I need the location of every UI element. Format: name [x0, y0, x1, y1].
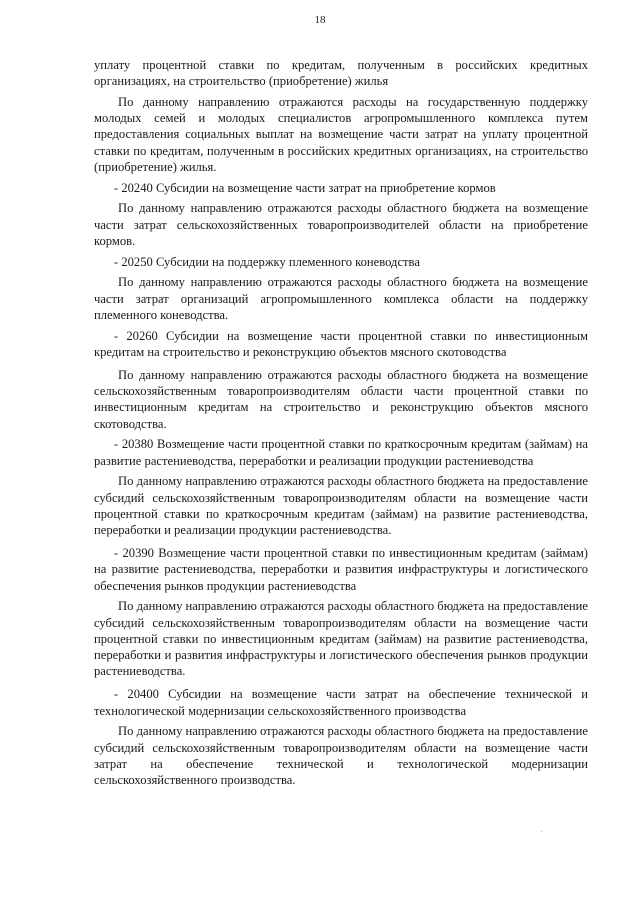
item-heading-20380: - 20380 Возмещение части процентной ставки по краткосрочным кредитам (займам) на развитие растениеводства, переработки и реализации продукции растениеводства — [94, 437, 588, 468]
paragraph-description: По данному направлению отражаются расходы областного бюджета на возмещение сельскохозяйственным товаропроизводителям области части процентной ставки по инвестиционным кредитам на строительство и реконструкцию объектов мясного скотоводства. — [94, 368, 588, 431]
item-heading-20260: - 20260 Субсидии на возмещение части процентной ставки по инвестиционным кредитам на строительство и реконструкцию объектов мясного скотоводства — [94, 328, 588, 359]
paragraph-continuation: уплату процентной ставки по кредитам, полученным в российских кредитных организациях, на строительство (приобретение) жилья — [94, 58, 588, 89]
item-heading-20240: - 20240 Субсидии на возмещение части затрат на приобретение кормов — [114, 180, 496, 195]
paragraph-description: По данному направлению отражаются расходы областного бюджета на предоставление субсидий сельскохозяйственным товаропроизводителям области на возмещение части процентной ставки по инвестиционным кредитам (займам) на развитие растениеводства, переработки и развития инфраструктуры и логистического обеспечения рынков продукции растениеводства. — [94, 599, 588, 679]
paragraph-description: По данному направлению отражаются расходы областного бюджета на возмещение части затрат организаций агропромышленного комплекса области на поддержку племенного коневодства. — [94, 275, 588, 322]
item-heading-20400: - 20400 Субсидии на возмещение части затрат на обеспечение технической и технологической модернизации сельскохозяйственного производства — [94, 687, 588, 718]
page-number: 18 — [314, 14, 326, 26]
paragraph-description: По данному направлению отражаются расходы на государственную поддержку молодых семей и молодых специалистов агропромышленного комплекса путем предоставления социальных выплат на возмещение части затрат на уплату процентной ставки по кредитам, полученным в российских кредитных организациях, на строительство (приобретение) жилья. — [94, 95, 588, 174]
item-heading-20250: - 20250 Субсидии на поддержку племенного коневодства — [114, 254, 420, 269]
item-heading-20390: - 20390 Возмещение части процентной ставки по инвестиционным кредитам (займам) на развитие растениеводства, переработки и развития инфраструктуры и логистического обеспечения рынков продукции растениеводства — [94, 546, 588, 593]
paragraph-description: По данному направлению отражаются расходы областного бюджета на предоставление субсидий сельскохозяйственным товаропроизводителям области на возмещение части затрат на обеспечение технической и технологической модернизации сельскохозяйственного производства. — [94, 724, 588, 788]
paragraph-description: По данному направлению отражаются расходы областного бюджета на возмещение части затрат сельскохозяйственных товаропроизводителей области на приобретение кормов. — [94, 201, 588, 248]
scan-speck — [541, 831, 542, 832]
document-body — [94, 57, 588, 793]
paragraph-description: По данному направлению отражаются расходы областного бюджета на предоставление субсидий сельскохозяйственным товаропроизводителям области на возмещение части процентной ставки по краткосрочным кредитам (займам) на развитие растениеводства, переработки и реализации продукции растениеводства. — [94, 474, 588, 538]
